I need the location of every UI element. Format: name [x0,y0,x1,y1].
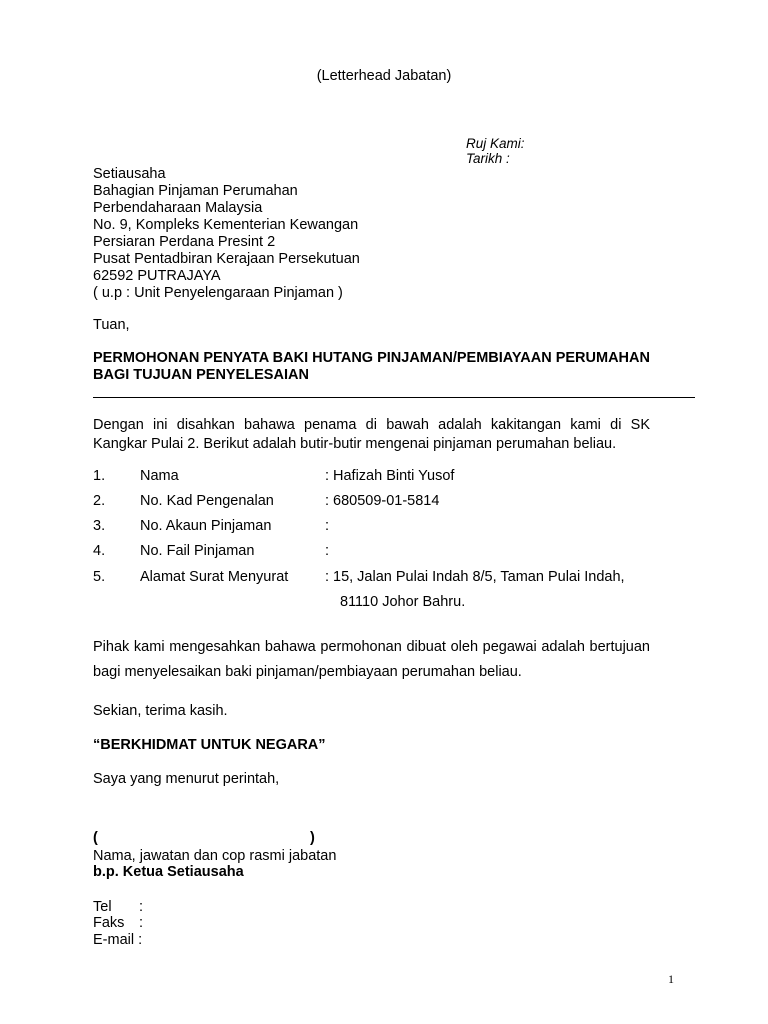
item-colon: : [325,518,330,534]
item-number: 1. [93,468,106,484]
date-label: Tarikh : [466,151,510,166]
contact-email-label: E-mail : [93,932,143,948]
contact-tel-colon: : [139,899,144,915]
subject-line: PERMOHONAN PENYATA BAKI HUTANG PINJAMAN/PEMBIAYAAN PERUMAHAN [93,350,650,366]
item-colon: : [325,493,330,509]
reference-number-label: Ruj Kami: [466,136,525,151]
item-number: 5. [93,569,106,585]
subject-line: BAGI TUJUAN PENYELESAIAN [93,367,309,383]
signature-caption: Nama, jawatan dan cop rasmi jabatan [93,848,337,864]
address-line: No. 9, Kompleks Kementerian Kewangan [93,217,359,233]
page-number: 1 [668,972,674,986]
item-label: Alamat Surat Menyurat [140,569,289,585]
signature-close-paren: ) [310,830,315,846]
obey-line: Saya yang menurut perintah, [93,771,280,787]
item-value-continuation: 81110 Johor Bahru. [340,594,466,610]
closing-remark: Sekian, terima kasih. [93,703,228,719]
recipient-address [93,166,360,302]
contact-tel-label: Tel [93,899,112,915]
signatory-title: b.p. Ketua Setiausaha [93,864,244,880]
contact-fax-colon: : [139,915,144,931]
item-colon: : [325,468,330,484]
address-line: Pusat Pentadbiran Kerajaan Persekutuan [93,251,360,267]
salutation: Tuan, [93,317,130,333]
address-line: Setiausaha [93,166,166,182]
subject-underline [93,397,695,398]
subject-heading [93,350,650,384]
address-line: Perbendaharaan Malaysia [93,200,263,216]
contact-fax-label: Faks [93,915,125,931]
motto: “BERKHIDMAT UNTUK NEGARA” [93,737,326,753]
item-label: No. Fail Pinjaman [140,543,255,559]
item-colon: : [325,543,330,559]
item-label: Nama [140,468,179,484]
item-value: 15, Jalan Pulai Indah 8/5, Taman Pulai Indah, [333,569,625,585]
item-number: 2. [93,493,106,509]
item-number: 3. [93,518,106,534]
confirmation-paragraph: Pihak kami mengesahkan bahawa permohonan dibuat oleh pegawai adalah bertujuan bagi menyelesaikan baki pinjaman/pembiayaan perumahan beliau. [93,639,650,680]
item-number: 4. [93,543,106,559]
item-label: No. Akaun Pinjaman [140,518,272,534]
item-colon: : [325,569,330,585]
item-value: Hafizah Binti Yusof [333,468,455,484]
intro-paragraph: Dengan ini disahkan bahawa penama di bawah adalah kakitangan kami di SK Kangkar Pulai 2. Berikut adalah butir-butir mengenai pinjaman perumahan beliau. [93,417,650,452]
address-line: ( u.p : Unit Penyelengaraan Pinjaman ) [93,285,343,301]
address-line: Bahagian Pinjaman Perumahan [93,183,298,199]
item-value: 680509-01-5814 [333,493,440,509]
signature-open-paren: ( [93,830,98,846]
letterhead-placeholder: (Letterhead Jabatan) [316,68,452,84]
address-line: 62592 PUTRAJAYA [93,268,221,284]
item-label: No. Kad Pengenalan [140,493,274,509]
address-line: Persiaran Perdana Presint 2 [93,234,276,250]
